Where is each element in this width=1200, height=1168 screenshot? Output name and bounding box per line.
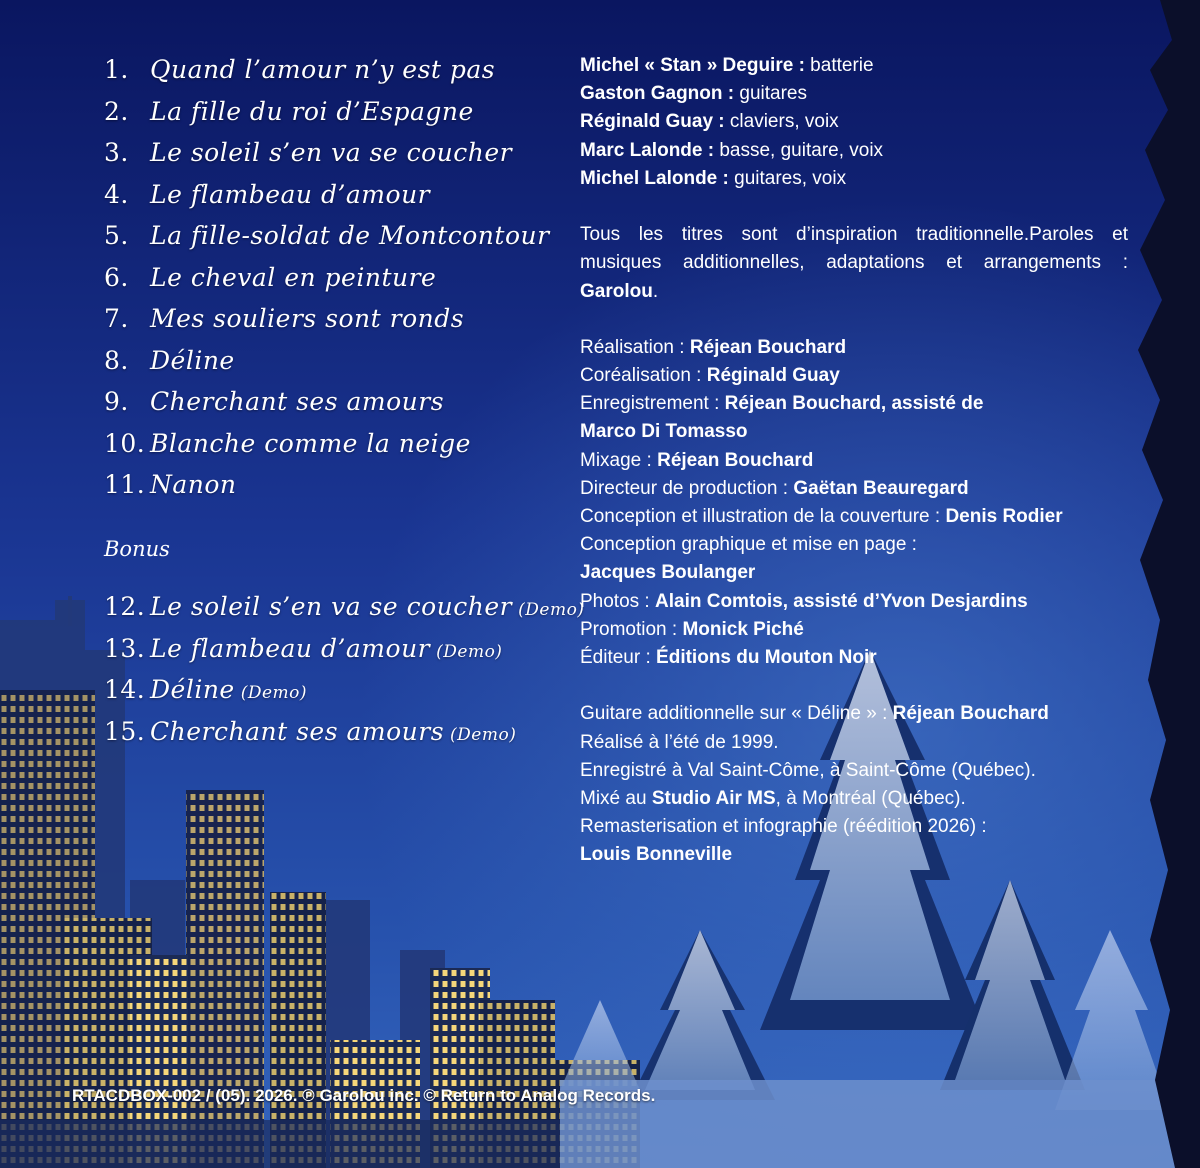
note-end: , à Montréal (Québec). [775, 787, 966, 809]
credit-label: Directeur de production : [580, 477, 794, 499]
musician-credit [580, 80, 1128, 108]
inspiration-note [580, 221, 1128, 306]
track-number: 10. [104, 428, 146, 458]
track-title: Cherchant ses amours [150, 716, 445, 746]
snow-ground [560, 1080, 1200, 1168]
track-number: 8. [104, 345, 129, 375]
spacer [580, 306, 1128, 334]
track-title: Nanon [150, 470, 237, 499]
credit-label: Conception graphique et mise en page : [580, 534, 917, 556]
production-credit [580, 390, 1128, 418]
recording-note [580, 700, 1128, 728]
note-label: Guitare additionnelle sur « Déline » : [580, 703, 893, 725]
spacer [580, 672, 1128, 700]
track-item [104, 304, 464, 333]
track-item [104, 387, 444, 416]
production-credit [580, 418, 1128, 446]
track-item [104, 97, 474, 126]
track-number: 5. [104, 221, 129, 250]
credit-value: Réjean Bouchard [689, 336, 847, 358]
track-item [104, 470, 237, 499]
credit-value: Éditions du Mouton Noir [656, 646, 877, 668]
demo-note: (Demo) [436, 641, 503, 662]
note-label: Mixé au [580, 787, 652, 809]
bonus-track-item [104, 634, 502, 663]
track-number: 12. [104, 592, 146, 621]
track-title: Quand l’amour n’y est pas [150, 55, 496, 84]
production-credit [580, 503, 1128, 531]
credit-value: Monick Piché [682, 618, 804, 640]
credit-value: Réjean Bouchard, assisté de [724, 393, 984, 415]
demo-note: (Demo) [450, 724, 517, 745]
track-number: 11. [104, 470, 146, 499]
track-item [104, 263, 436, 292]
track-title: Blanche comme la neige [150, 428, 471, 458]
recording-note [580, 841, 1128, 869]
bonus-track-item [104, 675, 307, 704]
recording-note [580, 757, 1128, 785]
musician-role: guitares [734, 83, 807, 105]
track-number: 4. [104, 179, 129, 209]
production-credit [580, 475, 1128, 503]
track-number: 3. [104, 138, 129, 167]
production-credit [580, 531, 1128, 559]
musician-name: Michel « Stan » Deguire : [580, 55, 805, 76]
track-item [104, 55, 495, 84]
track-title: Le cheval en peinture [150, 262, 437, 292]
credit-label: Mixage : [580, 449, 658, 471]
credit-label: Photos : [580, 590, 655, 612]
track-number: 14. [104, 675, 146, 704]
credit-label: Éditeur : [580, 646, 657, 668]
track-number: 6. [104, 262, 129, 292]
copyright-footer: RTACDBOX-002 / (05). 2026. ℗ Garolou inc. © Return to Analog Records. [72, 1086, 656, 1105]
credit-value: Gaëtan Beauregard [793, 477, 969, 499]
demo-note: (Demo) [240, 683, 308, 703]
musician-name: Gaston Gagnon : [580, 83, 735, 105]
track-title: La fille du roi d’Espagne [150, 96, 474, 126]
credits-column [580, 52, 1128, 869]
credit-value: Marco Di Tomasso [580, 421, 748, 443]
musician-name: Michel Lalonde : [580, 167, 729, 189]
track-number: 9. [104, 387, 129, 416]
track-title: Le soleil s’en va se coucher [150, 592, 513, 621]
musician-name: Réginald Guay : [580, 111, 725, 133]
track-item [104, 346, 235, 375]
track-number: 1. [104, 55, 129, 84]
musician-credit [580, 137, 1128, 165]
recording-note [580, 785, 1128, 813]
production-credit [580, 644, 1128, 672]
credit-value: Jacques Boulanger [580, 562, 756, 584]
credit-value: Réjean Bouchard [657, 449, 814, 471]
note-value: Studio Air MS [651, 787, 776, 809]
track-title: Mes souliers sont ronds [150, 304, 465, 333]
credit-label: Conception et illustration de la couverture : [580, 506, 946, 528]
inspiration-end: . [652, 280, 659, 302]
track-item [104, 180, 430, 209]
track-number: 7. [104, 304, 129, 333]
production-credit [580, 334, 1128, 362]
bonus-track-item [104, 592, 584, 621]
note-label: Réalisé à l’été de 1999. [580, 731, 779, 753]
note-value: Réjean Bouchard [892, 703, 1049, 725]
production-credit [580, 588, 1128, 616]
track-item [104, 221, 550, 250]
production-credit [580, 616, 1128, 644]
track-title: Cherchant ses amours [150, 387, 445, 416]
track-item [104, 429, 471, 458]
credit-label: Réalisation : [580, 336, 690, 358]
musician-credit [580, 52, 1128, 80]
track-title: Le flambeau d’amour [150, 179, 431, 209]
track-title: Le flambeau d’amour [150, 633, 431, 663]
note-label: Enregistré à Val Saint-Côme, à Saint-Côme (Québec). [580, 759, 1036, 781]
musician-credit [580, 165, 1128, 193]
bonus-track-item [104, 717, 516, 746]
note-value: Louis Bonneville [580, 844, 733, 866]
credit-value: Denis Rodier [945, 506, 1063, 528]
track-title: Déline [150, 345, 235, 375]
musician-credit [580, 108, 1128, 136]
spacer [580, 193, 1128, 221]
track-number: 13. [104, 633, 146, 663]
credit-value: Alain Comtois, assisté d’Yvon Desjardins [655, 590, 1028, 612]
musician-name: Marc Lalonde : [580, 139, 715, 161]
bonus-heading: Bonus [104, 537, 170, 561]
credit-label: Coréalisation : [580, 365, 707, 387]
credit-label: Promotion : [580, 618, 683, 640]
recording-note [580, 729, 1128, 757]
demo-note: (Demo) [518, 600, 585, 620]
credit-value: Réginald Guay [706, 365, 840, 387]
production-credit [580, 362, 1128, 390]
recording-note [580, 813, 1128, 841]
musician-role: claviers, voix [724, 111, 839, 133]
track-number: 2. [104, 96, 129, 126]
track-number: 15. [104, 716, 146, 746]
musician-role: guitares, voix [728, 167, 847, 189]
track-title: La fille-soldat de Montcontour [150, 221, 550, 250]
track-title: Le soleil s’en va se coucher [150, 138, 513, 167]
credit-label: Enregistrement : [580, 393, 725, 415]
musician-role: batterie [804, 55, 874, 76]
musician-role: basse, guitare, voix [714, 139, 884, 161]
track-title: Déline [150, 675, 235, 704]
track-item [104, 138, 512, 167]
inspiration-text: Tous les titres sont d’inspiration traditionnelle.Paroles et musiques additionnelles, adaptations et arrangements : [580, 224, 1128, 274]
inspiration-credit: Garolou [580, 280, 653, 302]
production-credit [580, 447, 1128, 475]
note-label: Remasterisation et infographie (réédition 2026) : [580, 816, 987, 838]
production-credit [580, 559, 1128, 587]
